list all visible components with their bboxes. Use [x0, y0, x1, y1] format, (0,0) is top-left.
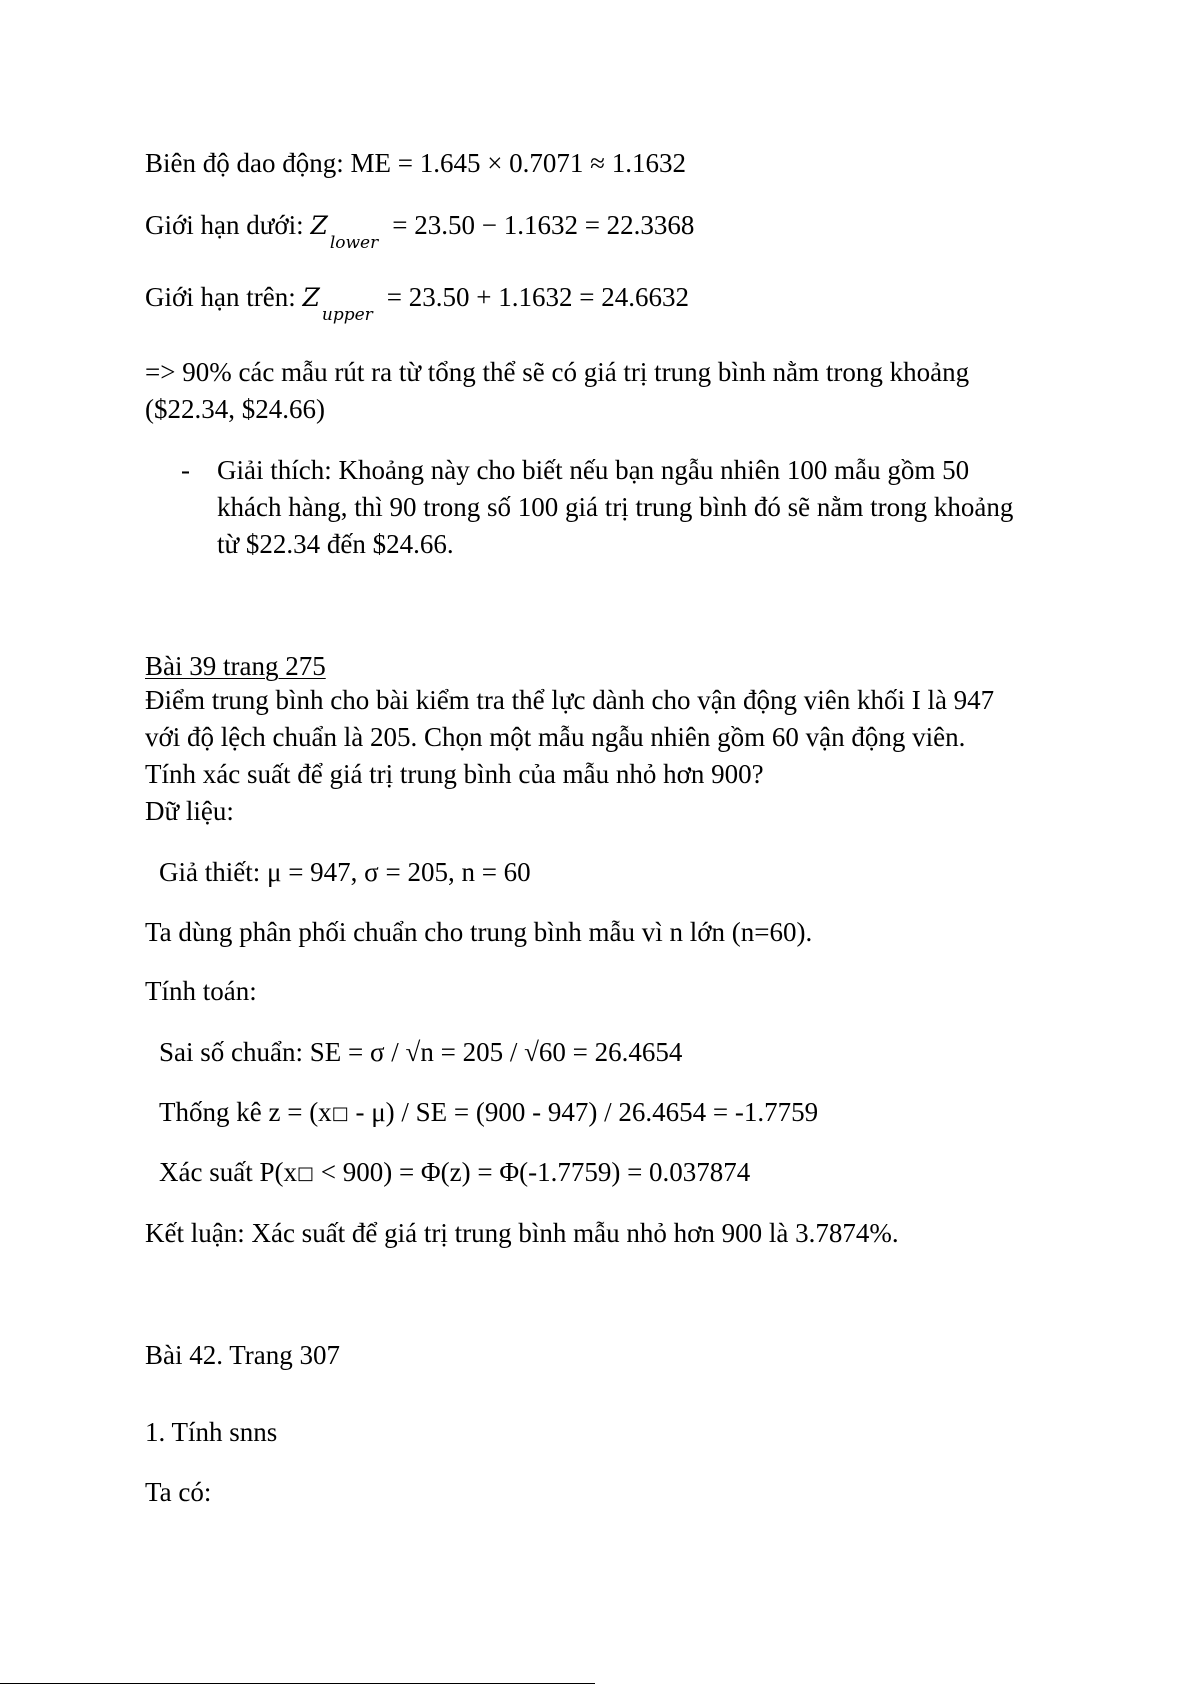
problem-39-heading: Bài 39 trang 275: [145, 651, 326, 681]
xbar-glyph: □: [331, 1103, 349, 1124]
lower-limit-prefix: Giới hạn dưới:: [145, 210, 311, 240]
standard-error-line: Sai số chuẩn: SE = σ / √n = 205 / √60 = 26.4654: [159, 1037, 683, 1067]
z-rest: - μ) / SE = (900 - 947) / 26.4654 = -1.7759: [348, 1097, 819, 1127]
problem-39-text-2: với độ lệch chuẩn là 205. Chọn một mẫu ngẫu nhiên gồm 60 vận động viên.: [145, 722, 966, 752]
interval-conclusion-line-2: ($22.34, $24.66): [145, 394, 325, 424]
margin-of-error-line: Biên độ dao động: ME = 1.645 × 0.7071 ≈ 1.1632: [145, 148, 687, 178]
problem-42-ta-co: Ta có:: [145, 1477, 212, 1507]
problem-39-conclusion: Kết luận: Xác suất để giá trị trung bình mẫu nhỏ hơn 900 là 3.7874%.: [145, 1218, 899, 1248]
problem-42-heading: Bài 42. Trang 307: [145, 1340, 341, 1370]
upper-limit-var: Z: [302, 283, 320, 312]
z-prefix: Thống kê z = (x: [159, 1097, 332, 1127]
explanation-line-2: khách hàng, thì 90 trong số 100 giá trị trung bình đó sẽ nằm trong khoảng: [217, 492, 1014, 522]
calculation-label: Tính toán:: [145, 976, 257, 1006]
data-label: Dữ liệu:: [145, 796, 234, 826]
lower-limit-subscript: lower: [329, 233, 379, 253]
xbar-glyph: □: [296, 1163, 314, 1184]
problem-39-text-3: Tính xác suất để giá trị trung bình của mẫu nhỏ hơn 900?: [145, 759, 764, 789]
lower-limit-line: [145, 207, 695, 253]
z-statistic-line: [159, 1094, 818, 1134]
lower-limit-value: = 23.50 − 1.1632 = 22.3368: [392, 210, 695, 240]
interval-conclusion-line-1: => 90% các mẫu rút ra từ tổng thể sẽ có giá trị trung bình nằm trong khoảng: [145, 357, 970, 387]
p-rest: < 900) = Φ(z) = Φ(-1.7759) = 0.037874: [313, 1157, 751, 1187]
assumption-line: Giả thiết: μ = 947, σ = 205, n = 60: [159, 857, 531, 887]
normal-distribution-note: Ta dùng phân phối chuẩn cho trung bình mẫu vì n lớn (n=60).: [145, 917, 813, 947]
footnote-rule: [0, 1683, 595, 1684]
bullet-dash: -: [181, 455, 190, 485]
problem-42-item-1: 1. Tính snns: [145, 1417, 278, 1447]
lower-limit-var: Z: [310, 211, 328, 240]
upper-limit-prefix: Giới hạn trên:: [145, 282, 303, 312]
problem-39-text-1: Điểm trung bình cho bài kiểm tra thể lực dành cho vận động viên khối I là 947: [145, 685, 995, 715]
upper-limit-value: = 23.50 + 1.1632 = 24.6632: [386, 282, 689, 312]
p-prefix: Xác suất P(x: [159, 1157, 297, 1187]
explanation-line-1: Giải thích: Khoảng này cho biết nếu bạn ngẫu nhiên 100 mẫu gồm 50: [217, 455, 970, 485]
upper-limit-subscript: upper: [321, 305, 373, 325]
upper-limit-line: [145, 279, 689, 325]
explanation-line-3: từ $22.34 đến $24.66.: [217, 529, 454, 559]
probability-line: [159, 1154, 750, 1194]
